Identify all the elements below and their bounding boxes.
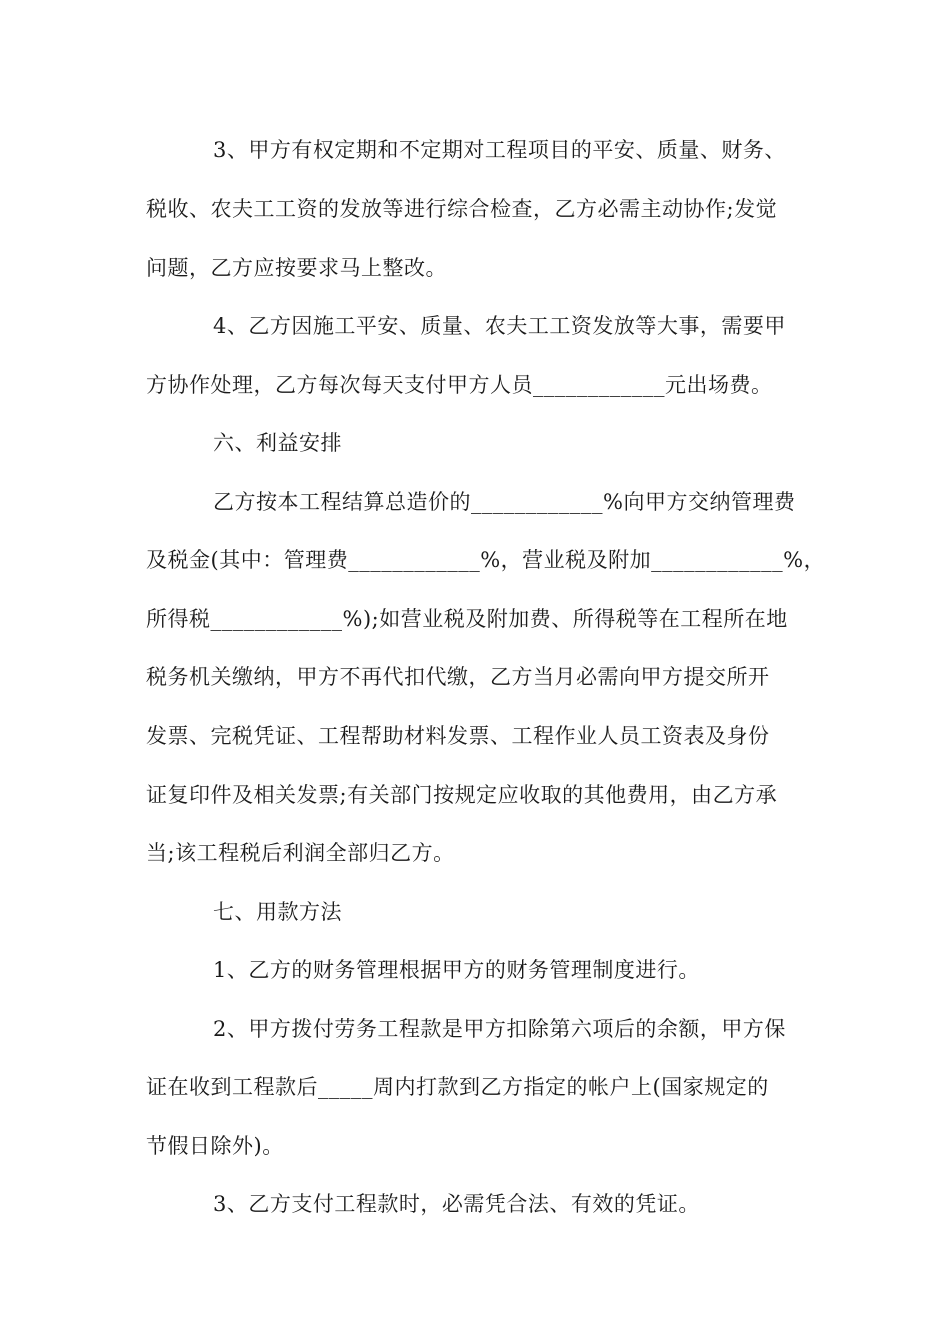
paragraph-line: 证在收到工程款后_____周内打款到乙方指定的帐户上(国家规定的 (146, 1075, 769, 1099)
paragraph-line: 税收、农夫工工资的发放等进行综合检查，乙方必需主动协作;发觉 (146, 197, 778, 221)
section-heading: 六、利益安排 (213, 431, 342, 455)
paragraph-line: 问题，乙方应按要求马上整改。 (146, 256, 447, 280)
paragraph-line: 方协作处理，乙方每次每天支付甲方人员____________元出场费。 (146, 373, 773, 397)
paragraph-line: 发票、完税凭证、工程帮助材料发票、工程作业人员工资表及身份 (146, 724, 770, 748)
paragraph-line: 当;该工程税后利润全部归乙方。 (146, 841, 455, 865)
paragraph-line: 3、乙方支付工程款时，必需凭合法、有效的凭证。 (213, 1192, 700, 1216)
paragraph-line: 乙方按本工程结算总造价的____________%向甲方交纳管理费 (213, 490, 796, 514)
paragraph-line: 及税金(其中：管理费____________%，营业税及附加____________%， (146, 548, 826, 572)
paragraph-line: 所得税____________%);如营业税及附加费、所得税等在工程所在地 (146, 607, 788, 631)
paragraph-line: 节假日除外)。 (146, 1134, 284, 1158)
paragraph-line: 2、甲方拨付劳务工程款是甲方扣除第六项后的余额，甲方保 (213, 1017, 786, 1041)
paragraph-line: 税务机关缴纳，甲方不再代扣代缴，乙方当月必需向甲方提交所开 (146, 665, 770, 689)
section-heading: 七、用款方法 (213, 900, 342, 924)
paragraph-line: 4、乙方因施工平安、质量、农夫工工资发放等大事，需要甲 (213, 314, 786, 338)
paragraph-line: 3、甲方有权定期和不定期对工程项目的平安、质量、财务、 (213, 138, 786, 162)
paragraph-line: 1、乙方的财务管理根据甲方的财务管理制度进行。 (213, 958, 700, 982)
paragraph-line: 证复印件及相关发票;有关部门按规定应收取的其他费用，由乙方承 (146, 783, 778, 807)
